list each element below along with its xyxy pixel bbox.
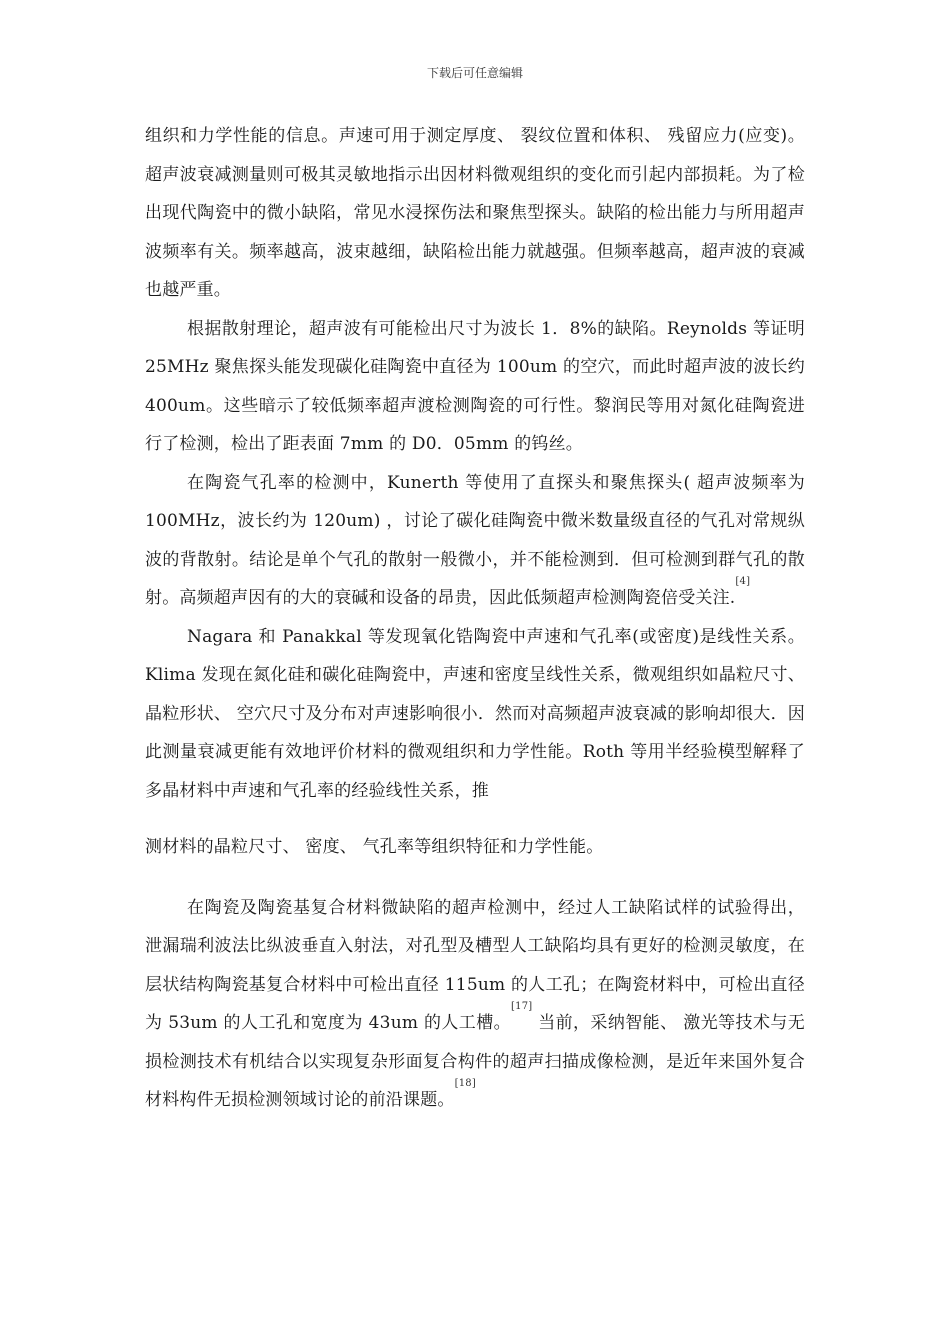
citation-ref: [18] xyxy=(454,1078,476,1089)
paragraph-3 xyxy=(145,464,805,618)
paragraph-1: 组织和力学性能的信息。声速可用于测定厚度、 裂纹位置和体积、 残留应力(应变)。超声波衰减测量则可极其灵敏地指示出因材料微观组织的变化而引起内部损耗。为了检出现代陶瓷中的微小缺陷，常见水浸探伤法和聚焦型探头。缺陷的检出能力与所用超声波频率有关。频率越高，波束越细，缺陷检出能力就越强。但频率越高，超声波的衰减也越严重。 xyxy=(145,126,805,300)
paragraph-4: Nagara 和 Panakkal 等发现氧化锆陶瓷中声速和气孔率(或密度)是线性关系。Klima 发现在氮化硅和碳化硅陶瓷中，声速和密度呈线性关系，微观组织如晶粒尺寸、 晶粒形状、 空穴尺寸及分布对声速影响很小．然而对高频超声波衰减的影响却很大．因此测量衰减更能有效地评价材料的微观组织和力学性能。Roth 等用半经验模型解释了多晶材料中声速和气孔率的经验线性关系，推 xyxy=(145,626,805,801)
page-header: 下载后可任意编辑 xyxy=(426,66,523,80)
paragraph-3-text: 在陶瓷气孔率的检测中，Kunerth 等使用了直探头和聚焦探头( 超声波频率为 100MHz，波长约为 120um) ，讨论了碳化硅陶瓷中微米数量级直径的气孔对常规纵波的背散射。结论是单个气孔的散射一般微小，并不能检测到．但可检测到群气孔的散射。高频超声因有的大的衰碱和设备的昂贵，因此低频超声检测陶瓷倍受关注. xyxy=(145,472,805,608)
paragraph-5-text-continued: 当前，采纳智能、 激光等技术与无损检测技术有机结合以实现复杂形面复合构件的超声扫描成像检测，是近年来国外复合材料构件无损检测领域讨论的前沿课题。 xyxy=(145,1013,805,1110)
citation-ref: [17] xyxy=(511,1001,533,1012)
citation-ref: [4] xyxy=(735,576,751,587)
paragraph-4-continued: 测材料的晶粒尺寸、 密度、 气孔率等组织特征和力学性能。 xyxy=(145,837,604,857)
paragraph-5-text: 在陶瓷及陶瓷基复合材料微缺陷的超声检测中，经过人工缺陷试样的试验得出，泄漏瑞利波法比纵波垂直入射法，对孔型及槽型人工缺陷均具有更好的检测灵敏度，在层状结构陶瓷基复合材料中可检出直径 115um 的人工孔；在陶瓷材料中，可检出直径为 53um 的人工孔和宽度为 43um 的人工槽。 xyxy=(145,897,805,1033)
paragraph-5 xyxy=(145,889,805,1120)
paragraph-2: 根据散射理论，超声波有可能检出尺寸为波长 1．8%的缺陷。Reynolds 等证明 25MHz 聚焦探头能发现碳化硅陶瓷中直径为 100um 的空穴，而此时超声波的波长约 400um。这些暗示了较低频率超声渡检测陶瓷的可行性。黎润民等用对氮化硅陶瓷进行了检测，检出了距表面 7mm 的 D0．05mm 的钨丝。 xyxy=(145,318,805,454)
document-body xyxy=(145,117,805,1120)
